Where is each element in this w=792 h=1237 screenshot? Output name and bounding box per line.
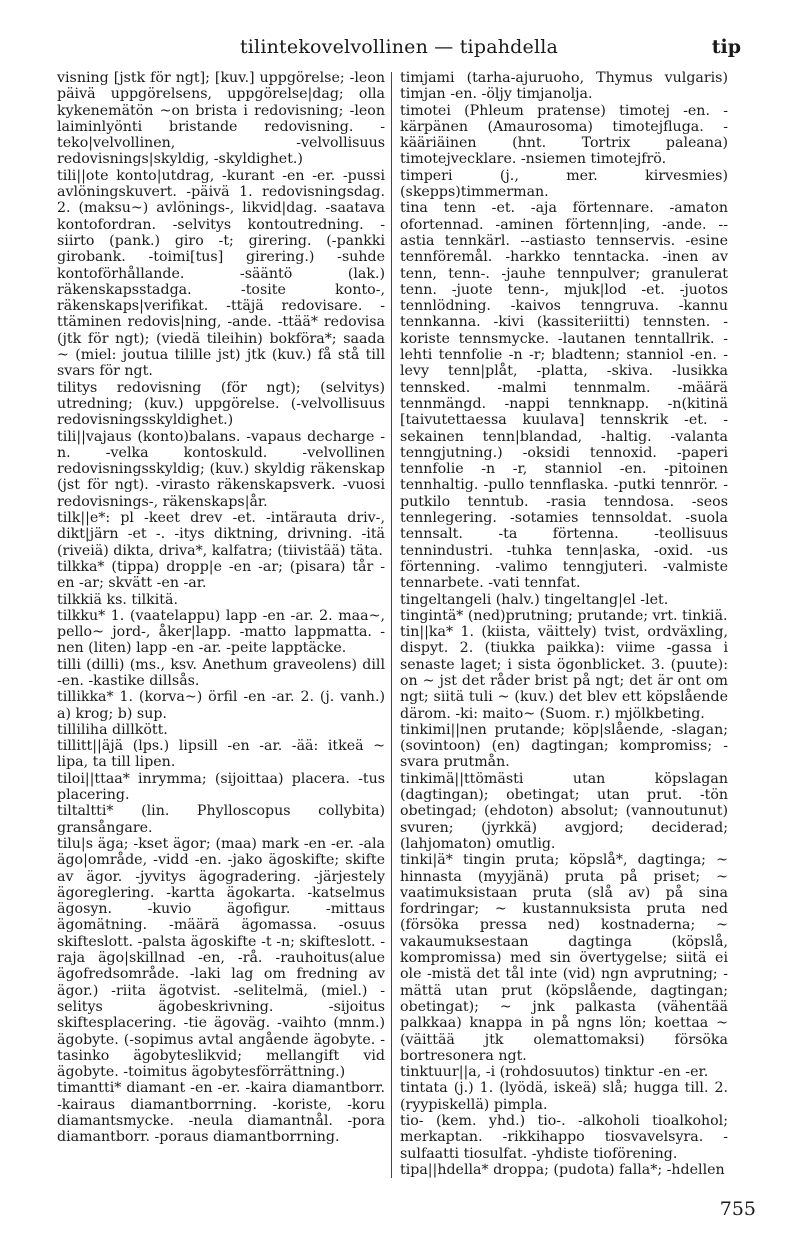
dictionary-entry: tinki|ä* tingin pruta; köpslå*, dagtinga; ~ hinnasta (myyjänä) pruta på priset; ~ vaatimuksistaan pruta (slå av) på sina fordringar; ~ kustannuksista pruta ned (försöka pressa ned) kostnaderna; ~ vakaumuksestaan dagtinga (köpslå, kompromissa) med sin övertygelse; siitä ei ole -mistä det tål inte (vid) ngn avprutning; -mättä utan prut (köpslående, dagtingan; obetingat); ~ jnk palkasta (vähentää palkkaa) knappa in på ngns lön; koettaa ~ (väittää jtk olemattomaksi) försöka bortresonera ngt. [400, 852, 728, 1064]
dictionary-entry: tilliliha dillkött. [57, 721, 168, 738]
dictionary-entry: visning [jstk för ngt]; [kuv.] uppgörelse; -leon päivä uppgörelsens, uppgörelse|dag; olla kykenemätön ~on brista i redovisning; -leon laiminlyönti bristande redovisning. -teko|velvollinen, -velvollisuus redovisnings|skyldig, -skyldighet.) [57, 70, 385, 168]
dictionary-entry: tilkka* (tippa) dropp|e -en -ar; (pisara) tår -en -ar; skvätt -en -ar. [57, 558, 385, 592]
dictionary-entry: tinktuur||a, -i (rohdosuutos) tinktur -en -er. [400, 1064, 709, 1081]
running-title: tilintekovelvollinen — tipahdella [239, 36, 559, 58]
guide-word: tip [711, 36, 741, 58]
right-column [400, 70, 728, 1178]
dictionary-entry: tingintä* (ned)prutning; prutande; vrt. tinkiä. [400, 607, 728, 624]
page-header [57, 36, 741, 66]
dictionary-entry: tilitys redovisning (för ngt); (selvitys) utredning; (kuv.) uppgörelse. (-velvollisuus redovisningsskyldighet.) [57, 379, 385, 429]
dictionary-entry: tili||ote konto|utdrag, -kurant -en -er. -pussi avlöningskuvert. -päivä 1. redovisningsdag. 2. (maksu~) avlönings-, likvid|dag. -saatava kontofordran. -selvitys kontoutredning. -siirto (pank.) giro -t; girering. (-pankki girobank. -toimi[tus] girering.) -suhde kontoförhållande. -sääntö (lak.) räkenskapsstadga. -tosite konto-, räkenskaps|verifikat. -ttäjä redovisare. -ttäminen redovis|ning, -ande. -ttää* redovisa (jtk för ngt); (viedä tileihin) bokföra*; saada ~ (miel: joutua tilille jst) jtk (kuv.) få stå till svars för ngt. [57, 167, 385, 380]
left-column [57, 70, 385, 1146]
dictionary-entry: tilkkiä ks. tilkitä. [57, 591, 178, 608]
dictionary-entry: tilkku* 1. (vaatelappu) lapp -en -ar. 2. maa~, pello~ jord-, åker|lapp. -matto lappmatta. -nen (liten) lapp -en -ar. -peite lapptäcke. [57, 607, 385, 657]
dictionary-entry: timotei (Phleum pratense) timotej -en. -kärpänen (Amaurosoma) timotejfluga. -kääriäinen (hnt. Tortrix paleana) timotejvecklare. -nsiemen timotejfrö. [400, 102, 728, 168]
dictionary-entry: tinkimä||ttömästi utan köpslagan (dagtingan); obetingat; utan prut. -tön obetingad; (ehdoton) absolut; (vannoutunut) svuren; (jyrkkä) avgjord; deciderad; (lahjomaton) omutlig. [400, 770, 728, 852]
dictionary-entry: tillikka* 1. (korva~) örfil -en -ar. 2. (j. vanh.) a) krog; b) sup. [57, 689, 385, 722]
column-divider [391, 72, 392, 1178]
dictionary-entry: tili||vajaus (konto)balans. -vapaus decharge -n. -velka kontoskuld. -velvollinen redovisningsskyldig; (kuv.) skyldig räkenskap (jst för ngt). -virasto räkenskapsverk. -vuosi redovisnings-, räkenskaps|år. [57, 428, 385, 510]
dictionary-entry: tingeltangeli (halv.) tingeltang|el -let. [400, 591, 669, 608]
dictionary-entry: tillitt||äjä (lps.) lipsill -en -ar. -ää: itkeä ~ lipa, ta till lipen. [57, 738, 385, 771]
dictionary-entry: tio- (kem. yhd.) tio-. -alkoholi tioalkohol; merkaptan. -rikkihappo tiosvavelsyra. -sulfaatti tiosulfat. -yhdiste tioförening. [400, 1113, 728, 1162]
dictionary-entry: timperi (j., mer. kirvesmies) (skepps)timmerman. [400, 167, 728, 201]
dictionary-entry: timjami (tarha-ajuruoho, Thymus vulgaris) timjan -en. -öljy timjanolja. [400, 70, 728, 103]
dictionary-entry: tintata (j.) 1. (lyödä, iskeä) slå; hugga till. 2. (ryypiskellä) pimpla. [400, 1080, 728, 1113]
dictionary-entry: tilk||e*: pl -keet drev -et. -intärauta driv-, dikt|järn -et -. -itys diktning, drivning. -itä (riveiä) dikta, driva*, kalfatra; (tiivistää) täta. [57, 510, 385, 559]
dictionary-entry: tiloi||ttaa* inrymma; (sijoittaa) placera. -tus placering. [57, 770, 385, 804]
dictionary-entry: tilli (dilli) (ms., ksv. Anethum graveolens) dill -en. -kastike dillsås. [57, 656, 385, 689]
dictionary-entry: tinkimi||nen prutande; köp|slående, -slagan; (sovintoon) (en) dagtingan; kompromiss; -svara prutmån. [400, 721, 728, 771]
dictionary-entry: tipa||hdella* droppa; (pudota) falla*; -hdellen [400, 1161, 725, 1178]
page-number: 755 [719, 1198, 756, 1220]
dictionary-entry: tin||ka* 1. (kiista, väittely) tvist, ordväxling, dispyt. 2. (tiukka paikka): viime -gassa i senaste laget; i sista ögonblicket. 3. (puute): on ~ jst det råder brist på ngt; det är ont om ngt; siitä tuli ~ (kuv.) det blev ett köpslående därom. -ki: maito~ (Suom. r.) mjölkbeting. [400, 624, 728, 722]
dictionary-entry: tiltaltti* (lin. Phylloscopus collybita) gransångare. [57, 803, 385, 836]
dictionary-entry: tina tenn -et. -aja förtennare. -amaton ofortennad. -aminen förtenn|ing, -ande. --astia tennkärl. --astiasto tennservis. -esine tennföremål. -harkko tenntacka. -inen av tenn, tenn-. -jauhe tennpulver; granulerat tenn. -juote tenn-, mjuk|lod -et. -juotos tennlödning. -kaivos tenngruva. -kannu tennkanna. -kivi (kassiteriitti) tennsten. -koriste tennsmycke. -lautanen tenntallrik. -lehti tennfolie -n -r; bladtenn; stanniol -en. -levy tenn|plåt, -platta, -skiva. -lusikka tennsked. -malmi tennmalm. -määrä tennmängd. -nappi tennknapp. -n(kitinä [taivutettaessa kuulava] tennskrik -et. -sekainen tenn|blandad, -haltig. -valanta tenngjutning.) -oksidi tennoxid. -paperi tennfolie -n -r, stanniol -en. -pitoinen tennhaltig. -pullo tennflaska. -putki tennrör. -putkilo tenntub. -rasia tenndosa. -seos tennlegering. -sotamies tennsoldat. -suola tennsalt. -ta förtenna. -teollisuus tennindustri. -tuhka tenn|aska, -oxid. -us förtenning. -valimo tenngjuteri. -valmiste tennarbete. -vati tennfat. [400, 200, 728, 592]
dictionary-entry: tilu|s äga; -kset ägor; (maa) mark -en -er. -ala ägo|område, -vidd -en. -jako ägoskifte; skifte av ägor. -jyvitys ägogradering. -järjestely ägoreglering. -kartta ägokarta. -katselmus ägosyn. -kuvio ägofigur. -mittaus ägomätning. -määrä ägomassa. -osuus skifteslott. -palsta ägoskifte -t -n; skifteslott. -raja ägo|skillnad -en, -rå. -rauhoitus(alue ägofredsområde. -laki lag om fredning av ägor.) -riita ägotvist. -selitelmä, (miel.) -selitys ägobeskrivning. -sijoitus skiftesplacering. -tie ägoväg. -vaihto (mnm.) ägobyte. (-sopimus avtal angående ägobyte. -tasinko ägobyteslikvid; mellangift vid ägobyte. -toimitus ägobytesförrättning.) [57, 835, 385, 1081]
dictionary-entry: timantti* diamant -en -er. -kaira diamantborr. -kairaus diamantborrning. -koriste, -koru diamantsmycke. -neula diamantnål. -pora diamantborr. -poraus diamantborrning. [57, 1080, 385, 1146]
